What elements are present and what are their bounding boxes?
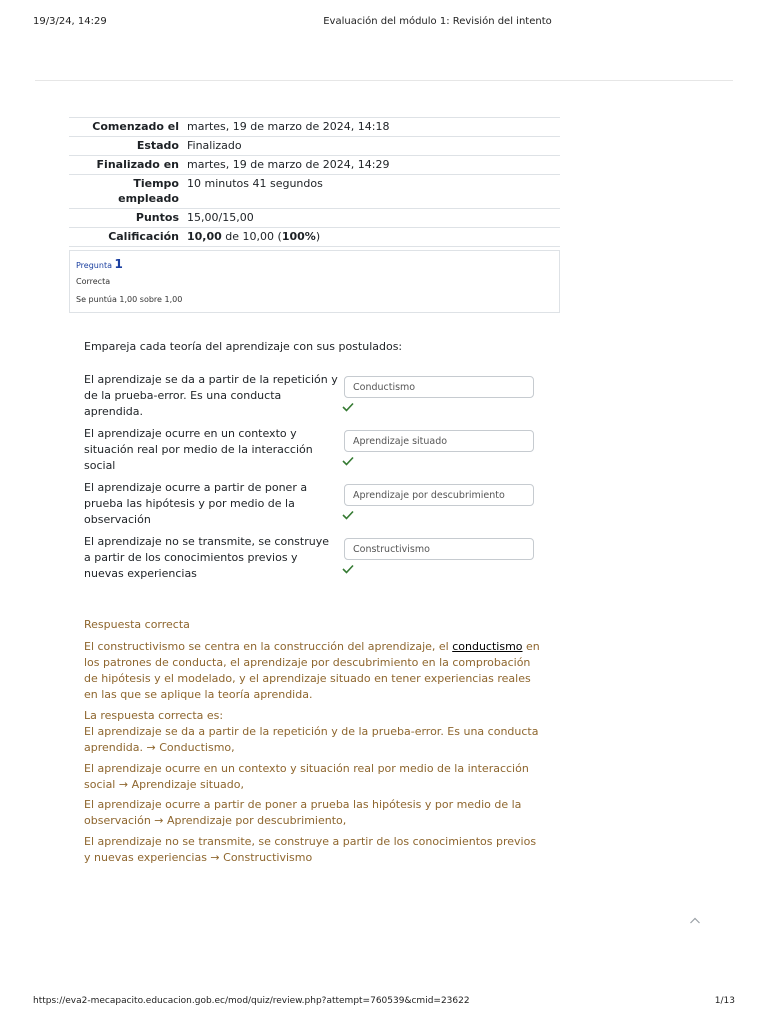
question-text: Empareja cada teoría del aprendizaje con sus postulados: [84,340,403,353]
question-label: Pregunta [76,261,112,270]
print-page-number: 1/13 [714,996,735,1006]
match-prompt: El aprendizaje no se transmite, se construye a partir de los conocimientos previos y nuevas experiencias [84,535,329,580]
match-answer-select[interactable]: Aprendizaje por descubrimiento [344,484,534,506]
question-state: Correcta [76,277,111,286]
summary-key: Comenzado el [69,118,183,137]
summary-key: Finalizado en [69,156,183,175]
question-grade: Se puntúa 1,00 sobre 1,00 [76,295,183,304]
summary-row [69,137,560,156]
summary-value: martes, 19 de marzo de 2024, 14:18 [183,118,560,137]
conductismo-link[interactable]: conductismo [452,640,523,653]
right-answer-item: El aprendizaje ocurre a partir de poner a prueba las hipótesis y por medio de la observación → Aprendizaje por descubrimiento, [84,798,522,827]
match-answer-select[interactable]: Aprendizaje situado [344,430,534,452]
check-icon [342,510,354,520]
grade-close: ) [315,230,321,243]
check-icon [342,402,354,412]
match-answer-select[interactable]: Constructivismo [344,538,534,560]
question-number [76,257,123,271]
question-number-value: 1 [114,257,123,271]
match-prompt: El aprendizaje ocurre a partir de poner a prueba las hipótesis y por medio de la observación [84,481,308,526]
summary-key: Estado [69,137,183,156]
general-feedback-text: El constructivismo se centra en la construcción del aprendizaje, el [84,640,453,653]
grade-max: de 10,00 ( [221,230,282,243]
summary-value: 15,00/15,00 [183,209,560,228]
question-info-box [69,250,560,313]
summary-value [183,228,560,247]
summary-row [69,228,560,247]
summary-value: martes, 19 de marzo de 2024, 14:29 [183,156,560,175]
print-header [0,16,768,30]
page-divider [35,80,733,81]
print-datetime: 19/3/24, 14:29 [33,16,107,27]
right-answer-item: El aprendizaje no se transmite, se construye a partir de los conocimientos previos y nuevas experiencias → Constructivismo [84,835,537,864]
summary-row [69,175,560,209]
attempt-summary-table [69,117,560,247]
summary-row [69,209,560,228]
summary-value: 10 minutos 41 segundos [183,175,560,209]
summary-key: Tiempo empleado [69,175,183,209]
print-url: https://eva2-mecapacito.educacion.gob.ec/mod/quiz/review.php?attempt=760539&cmid=23622 [33,996,470,1006]
summary-key: Calificación [69,228,183,247]
summary-value: Finalizado [183,137,560,156]
chevron-up-icon[interactable] [689,916,701,926]
grade-value: 10,00 [187,230,222,243]
right-answer-item: El aprendizaje ocurre en un contexto y situación real por medio de la interacción social → Aprendizaje situado, [84,762,529,791]
grade-percent: 100% [281,230,316,243]
summary-row [69,118,560,137]
summary-key: Puntos [69,209,183,228]
feedback-title: Respuesta correcta [84,618,190,631]
match-prompt: El aprendizaje ocurre en un contexto y situación real por medio de la interacción social [84,427,313,472]
right-answer-label: La respuesta correcta es: [84,709,224,722]
check-icon [342,564,354,574]
match-prompt: El aprendizaje se da a partir de la repetición y de la prueba-error. Es una conducta aprendida. [84,373,338,418]
general-feedback [84,639,544,703]
match-answer-select[interactable]: Conductismo [344,376,534,398]
right-answer-item: El aprendizaje se da a partir de la repetición y de la prueba-error. Es una conducta aprendida. → Conductismo, [84,725,539,754]
summary-row [69,156,560,175]
print-title: Evaluación del módulo 1: Revisión del intento [323,16,552,27]
general-feedback-text-end: en los patrones de conducta, el aprendizaje por descubrimiento en la comprobación de hipótesis y el modelado, y el aprendizaje situado en tener experiencias reales en las que se aplique la teoría aprendida. [84,640,540,701]
check-icon [342,456,354,466]
